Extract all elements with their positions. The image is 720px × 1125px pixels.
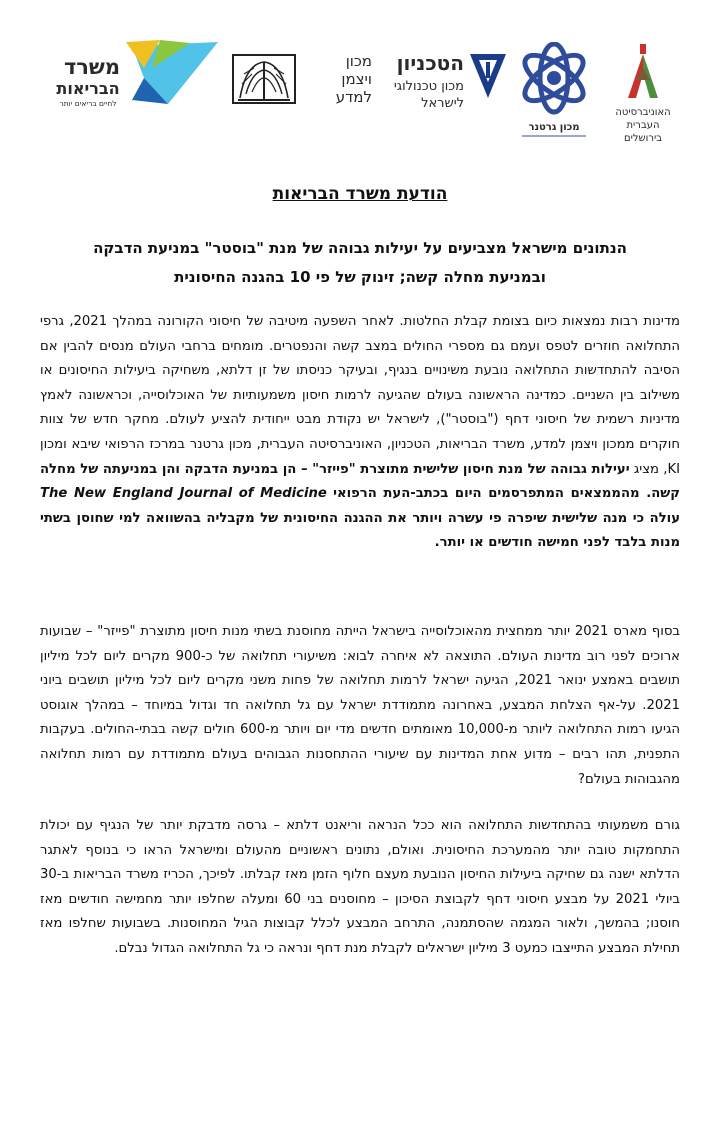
paragraph-3-text: גורם משמעותי בהתחדשות התחלואה הוא ככל הנראה וריאנט דלתא – גרסה מדבקת יותר של הנגיף עם יכולת התחמקות טובה יותר מהמערכת החיסונית. ואולם, נתונים ראשוניים מהעולם ומישראל הראו כי בנוסף לאתגר הדלתא ישנה גם שחיקה ביעילות החיסון הנובעת מעצם חלוף הזמן מאז קבלתו. לפיכך, הכריז משרד הבריאות ב-30 ביולי 2021 על מבצע חיסוני דחף לקבוצת הסיכון – מחוסנים בני 60 ומעלה שחלפו יותר מחמישה חודשים מאז חוסנו; בהמשך, ולאור המגמה שהסתמנה, התרחב המבצע לכלל קבוצות הגיל המחוסנות. בשבועות שחלפו מאז תחילת המבצע התייצבו כמעט 3 מיליון ישראלים לקבלת מנת דחף ונראה כי גל התחלואה הגדול נבלם. — [40, 818, 680, 956]
technion-line1: הטכניון — [396, 51, 464, 75]
huji-emblem — [606, 42, 680, 104]
huji-wordmark — [606, 104, 680, 148]
huji-line3: בירושלים — [623, 133, 663, 144]
paragraph-2-text: בסוף מארס 2021 יותר ממחצית מהאוכלוסייה בישראל הייתה מחוסנת בשתי מנות חיסון מתוצרת "פייזר" – שבועות ארוכים לפני רוב מדינות העולם. התוצאה לא איחרה לבוא: משיעורי תחלואה של כ-900 מקרים ליום לכל מיליון תושבים באמצע ינואר 2021, הגיעה ישראל לרמות תחלואה של פחות משני מקרים ליום לכל מיליון תושבים ביוני 2021. על-אף הצלחת המבצע, באחרונה מתמודדת ישראל עם גל תחלואה חד וגדול במיוחד – במהלך אוגוסט הגיעו רמות התחלואה ליותר מ-10,000 מאומתים חדשים מדי יום ויותר מ-600 חולים קשה בבתי-החולים. בעקבות התפנית, תהו רבים – מדוע אחת המדינות עם שיעורי ההתחסנות הגבוהים בעולם מתמודדת עם רמות תחלואה מהגבוהות בעולם? — [40, 624, 681, 787]
headline-line1: הנתונים מישראל מצביעים על יעילות גבוהה של מנת "בוסטר" במניעת הדבקה — [93, 239, 627, 257]
paragraph-1-text: מדינות רבות נמצאות כיום בצומת קבלת החלטות. לאחר השפעה מיטיבה של חיסוני הקורונה במהלך 2021, גרפי התחלואה חוזרים לטפס ועמם גם מספרי החולים במצב קשה והנפטרים. מומחים ברחבי העולם מנסים להבין אם הסיבה להתחדשות התחלואה נובעת משינויים בנגיף, ובעיקר כניסתו של זן דלתא, משחיקה ביעילות החיסונים או משילוב בין השניים. כמדינה הראשונה בעולם שהגיעה לרמות חיסון משמעותיות של האוכלוסייה, וכראשונה לאמץ מדיניות רשמית של חיסוני דחף ("בוסטר"), לישראל יש נקודת מבט ייחודית להציע לעולם. מחקר חדש של צוות חוקרים ממכון ויצמן למדע, משרד הבריאות, הטכניון, האוניברסיטה העברית, מכון גרטנר במרכז הרפואי שיבא ומכון KI, מציג — [40, 314, 680, 477]
huji-line2: העברית — [626, 120, 660, 131]
technion-emblem — [468, 52, 508, 102]
headline — [60, 234, 660, 292]
paragraph-1-bold-finding: יעילות גבוהה של מנת חיסון שלישית מתוצרת "פייזר" – הן במניעת הדבקה והן במניעתה של מחלה קשה. מהממצאים המתפרסמים היום בכתב-העת הרפואי — [40, 461, 680, 502]
gertner-wordmark — [514, 118, 594, 142]
technion-line3: לישראל — [421, 96, 464, 111]
hebrew-university-logo — [606, 42, 680, 148]
journal-name: The New England Journal of Medicine — [40, 486, 327, 502]
headline-line2: ובמניעת מחלה קשה; זינוק של פי 10 בהגנה החיסונית — [174, 268, 546, 286]
weizmann-line2: ויצמן — [341, 70, 372, 88]
huji-line1: האוניברסיטה — [615, 107, 671, 118]
gertner-logo — [514, 42, 594, 146]
technion-wordmark — [376, 44, 466, 120]
gertner-label: מכון גרטנר — [528, 122, 580, 133]
paragraph-2 — [40, 620, 680, 792]
technion-logo — [376, 44, 506, 120]
ministry-of-health-logo — [40, 38, 220, 108]
weizmann-line3: למדע — [335, 88, 372, 106]
moh-tagline: לחיים בריאים יותר — [59, 99, 117, 108]
page-title: הודעת משרד הבריאות — [272, 184, 448, 204]
moh-line2: הבריאות — [56, 79, 120, 98]
technion-line2: מכון טכנולוגי — [393, 79, 464, 94]
weizmann-line1: מכון — [345, 52, 372, 70]
paragraph-1-bold-conclusion: עולה כי מנה שלישית שיפרה פי עשרה ויותר את ההגנה החיסונית של מקבליה בהשוואה למי שחוסן בשתי מנות בלבד לפני חמישה חודשים או יותר. — [40, 510, 680, 551]
weizmann-tree-emblem — [232, 54, 296, 104]
paragraph-3 — [40, 814, 680, 962]
paragraph-1 — [40, 310, 680, 556]
logo-strip — [40, 38, 680, 148]
gertner-atom-emblem — [514, 42, 594, 122]
weizmann-logo — [232, 54, 382, 110]
moh-line1: משרד — [63, 55, 121, 79]
weizmann-wordmark — [304, 50, 374, 106]
